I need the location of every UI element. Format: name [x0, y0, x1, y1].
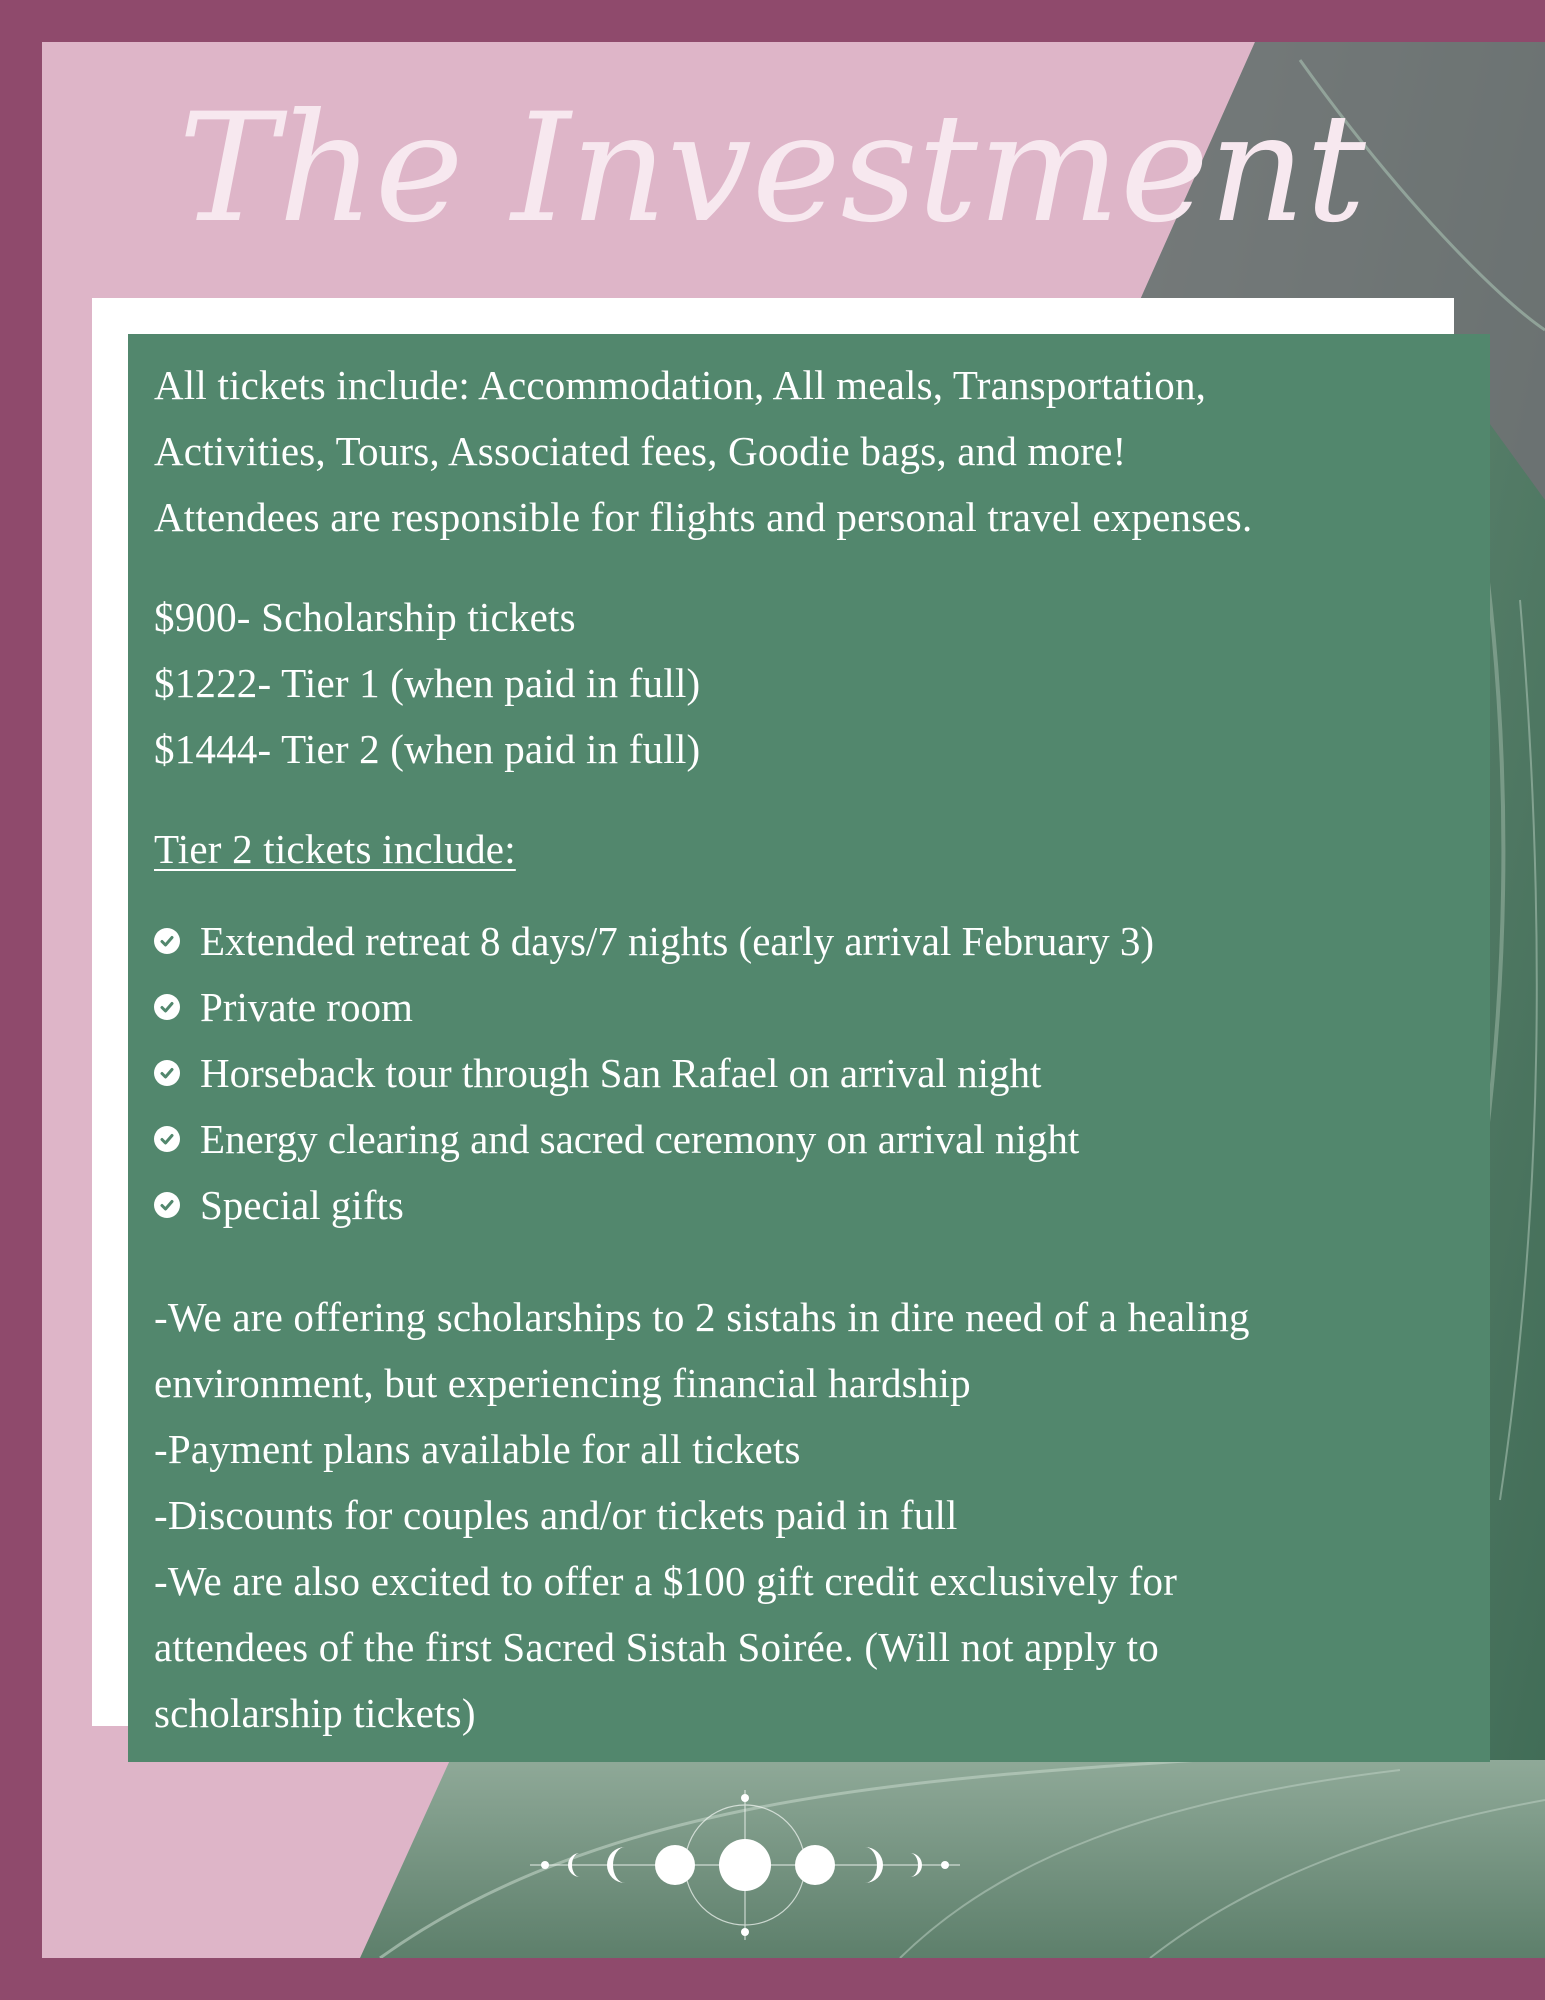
note-line: -We are also excited to offer a $100 gift credit exclusively for — [154, 1558, 1178, 1604]
note-line: scholarship tickets) — [154, 1690, 476, 1736]
list-item-label: Extended retreat 8 days/7 nights (early arrival February 3) — [200, 918, 1155, 964]
frame-bottom-bar — [0, 1958, 1545, 2000]
intro-block — [154, 352, 1464, 550]
price-tier-1: $1222- Tier 1 (when paid in full) — [154, 660, 701, 706]
list-item-label: Private room — [200, 984, 413, 1030]
check-circle-icon — [154, 994, 180, 1020]
intro-line: Attendees are responsible for flights and personal travel expenses. — [154, 494, 1253, 540]
page-title-text: The Investment — [178, 82, 1366, 256]
frame-top-bar — [0, 0, 1545, 42]
price-list — [154, 584, 1464, 782]
tier2-list — [154, 908, 1464, 1238]
check-circle-icon — [154, 1126, 180, 1152]
notes-block — [154, 1284, 1464, 1746]
list-item-label: Horseback tour through San Rafael on arrival night — [200, 1050, 1042, 1096]
note-line: -We are offering scholarships to 2 sistahs in dire need of a healing — [154, 1294, 1250, 1340]
list-item — [154, 974, 1464, 1040]
tier2-heading: Tier 2 tickets include: — [154, 826, 516, 872]
price-scholarship: $900- Scholarship tickets — [154, 594, 576, 640]
list-item-label: Energy clearing and sacred ceremony on arrival night — [200, 1116, 1080, 1162]
intro-line: All tickets include: Accommodation, All meals, Transportation, — [154, 362, 1207, 408]
note-line: attendees of the first Sacred Sistah Soirée. (Will not apply to — [154, 1624, 1159, 1670]
price-tier-2: $1444- Tier 2 (when paid in full) — [154, 726, 701, 772]
check-circle-icon — [154, 928, 180, 954]
page-title — [0, 40, 1545, 300]
list-item — [154, 1106, 1464, 1172]
note-line: environment, but experiencing financial hardship — [154, 1360, 971, 1406]
check-circle-icon — [154, 1060, 180, 1086]
list-item — [154, 1172, 1464, 1238]
list-item-label: Special gifts — [200, 1182, 404, 1228]
note-line: -Payment plans available for all tickets — [154, 1426, 801, 1472]
moon-phases-icon — [520, 1790, 970, 1940]
list-item — [154, 908, 1464, 974]
list-item — [154, 1040, 1464, 1106]
content-card — [128, 334, 1490, 1762]
note-line: -Discounts for couples and/or tickets paid in full — [154, 1492, 958, 1538]
intro-line: Activities, Tours, Associated fees, Goodie bags, and more! — [154, 428, 1127, 474]
check-circle-icon — [154, 1192, 180, 1218]
